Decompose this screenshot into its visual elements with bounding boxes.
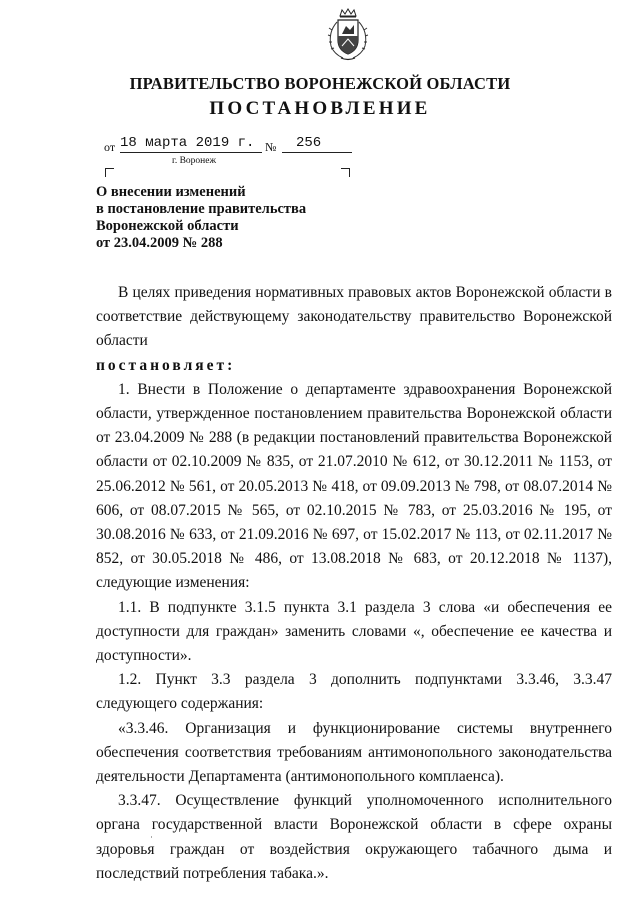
item-paragraph: 3.3.47. Осуществление функций уполномоченного исполнительного органа государственной власти Воронежской области в сфере охраны здоровья граждан от воздействия окружающего табачного дыма и последствий потребления табака.». [96, 792, 612, 882]
subject-corner-left [105, 168, 114, 177]
decree-colon: : [227, 356, 233, 374]
subject-block [96, 184, 396, 252]
decree-word: постановляет [96, 356, 228, 374]
item-paragraph: 1.2. Пункт 3.3 раздела 3 дополнить подпунктами 3.3.46, 3.3.47 следующего содержания: [96, 671, 612, 713]
document-date: 18 марта 2019 г. [120, 135, 262, 153]
document-body [96, 281, 612, 886]
date-number-line [104, 133, 364, 173]
document-number: 256 [282, 135, 352, 153]
item-paragraph: 1.1. В подпункте 3.1.5 пункта 3.1 раздела 3 слова «и обеспечения ее доступности для граждан» заменить словами «, обеспечение ее качества и доступности». [96, 598, 612, 665]
from-label: от [104, 140, 116, 154]
subject-corner-right [341, 168, 350, 177]
number-label: № [265, 140, 277, 154]
item-paragraph: 1. Внести в Положение о департаменте здравоохранения Воронежской области, утвержденное постановлением правительства Воронежской области от 23.04.2009 № 288 (в редакции постановлений правительства Воронежской области от 02.10.2009 № 835, от 21.07.2010 № 612, от 30.12.2011 № 1153, от 25.06.2012 № 561, от 20.05.2013 № 418, от 09.09.2013 № 798, от 08.07.2014 № 606, от 08.07.2015 № 565, от 02.10.2015 № 783, от 25.03.2016 № 195, от 30.08.2016 № 633, от 21.09.2016 № 697, от 15.02.2017 № 113, от 02.11.2017 № 852, от 30.05.2018 № 486, от 13.08.2018 № 683, от 20.12.2018 № 1137), следующие изменения: [96, 380, 612, 592]
city-label: г. Воронеж [172, 156, 217, 166]
organization-title: ПРАВИТЕЛЬСТВО ВОРОНЕЖСКОЙ ОБЛАСТИ [129, 74, 511, 93]
decree-line [96, 354, 612, 378]
coat-of-arms-emblem [325, 8, 371, 62]
document-type-title: ПОСТАНОВЛЕНИЕ [209, 98, 431, 119]
item-paragraph: «3.3.46. Организация и функционирование системы внутреннего обеспечения соответствия требованиям антимонопольного законодательства деятельности Департамента (антимонопольного комплаенса). [96, 719, 612, 786]
scan-speck [151, 836, 152, 838]
subject-line: в постановление правительства [96, 201, 307, 217]
subject-line: от 23.04.2009 № 288 [96, 235, 223, 251]
subject-line: О внесении изменений [96, 184, 246, 200]
subject-line: Воронежской области [96, 218, 239, 234]
preamble-paragraph: В целях приведения нормативных правовых актов Воронежской области в соответствие действующему законодательству правительство Воронежской области [96, 284, 612, 350]
